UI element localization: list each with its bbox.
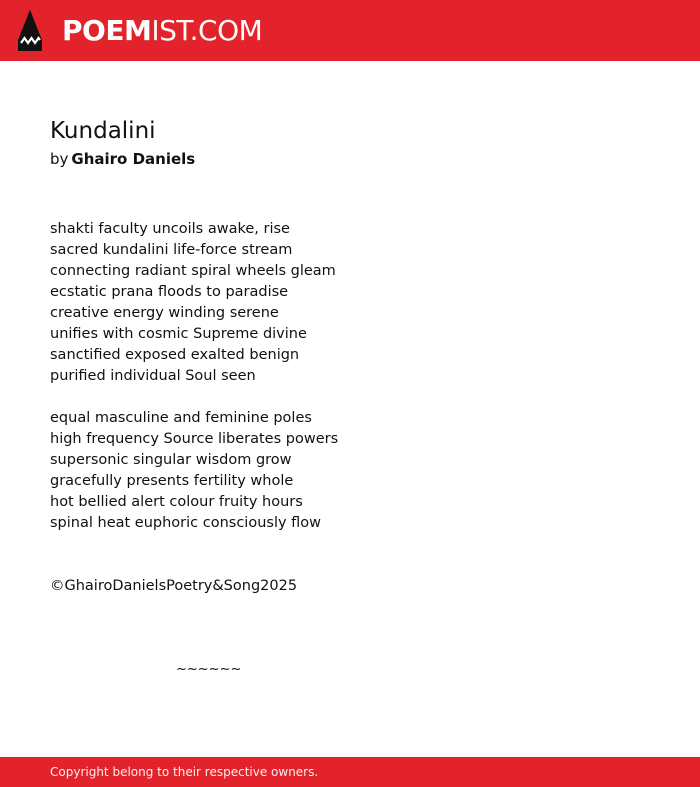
poem-line: connecting radiant spiral wheels gleam (50, 263, 336, 279)
poem-line: equal masculine and feminine poles (50, 410, 312, 426)
poem-line: high frequency Source liberates powers (50, 431, 339, 447)
author-name: Ghairo Daniels (71, 150, 196, 168)
site-footer (0, 757, 700, 787)
site-logo-link[interactable] (18, 10, 262, 51)
site-header (0, 0, 700, 61)
poem-copyright: ©GhairoDanielsPoetry&Song2025 (50, 578, 298, 594)
logo-text-bold: POEM (62, 14, 152, 47)
poem-separator: ~~~~~~ (176, 662, 242, 677)
poem-line: sanctified exposed exalted benign (50, 347, 300, 363)
poem-line: creative energy winding serene (50, 305, 279, 321)
poem-line: unifies with cosmic Supreme divine (50, 326, 307, 342)
poem-line: supersonic singular wisdom grow (50, 452, 292, 468)
poem-line: spinal heat euphoric consciously flow (50, 515, 322, 531)
poem-line: purified individual Soul seen (50, 368, 256, 384)
footer-copyright-text: Copyright belong to their respective owners. (50, 765, 319, 779)
poem-title: Kundalini (50, 118, 156, 144)
poem-line: ecstatic prana floods to paradise (50, 284, 289, 300)
by-label: by (50, 150, 69, 168)
site-logo-text (62, 10, 262, 51)
poem-line: hot bellied alert colour fruity hours (50, 494, 303, 510)
logo-text-light: IST.COM (151, 14, 263, 47)
poem-byline (50, 149, 195, 169)
poem-body (50, 219, 650, 555)
poem-line: sacred kundalini life-force stream (50, 242, 293, 258)
poem-line: gracefully presents fertility whole (50, 473, 294, 489)
poem-line: shakti faculty uncoils awake, rise (50, 221, 290, 237)
poem-stanza-2 (50, 408, 650, 534)
poem-stanza-1 (50, 219, 650, 387)
pencil-tip-icon (18, 10, 42, 51)
